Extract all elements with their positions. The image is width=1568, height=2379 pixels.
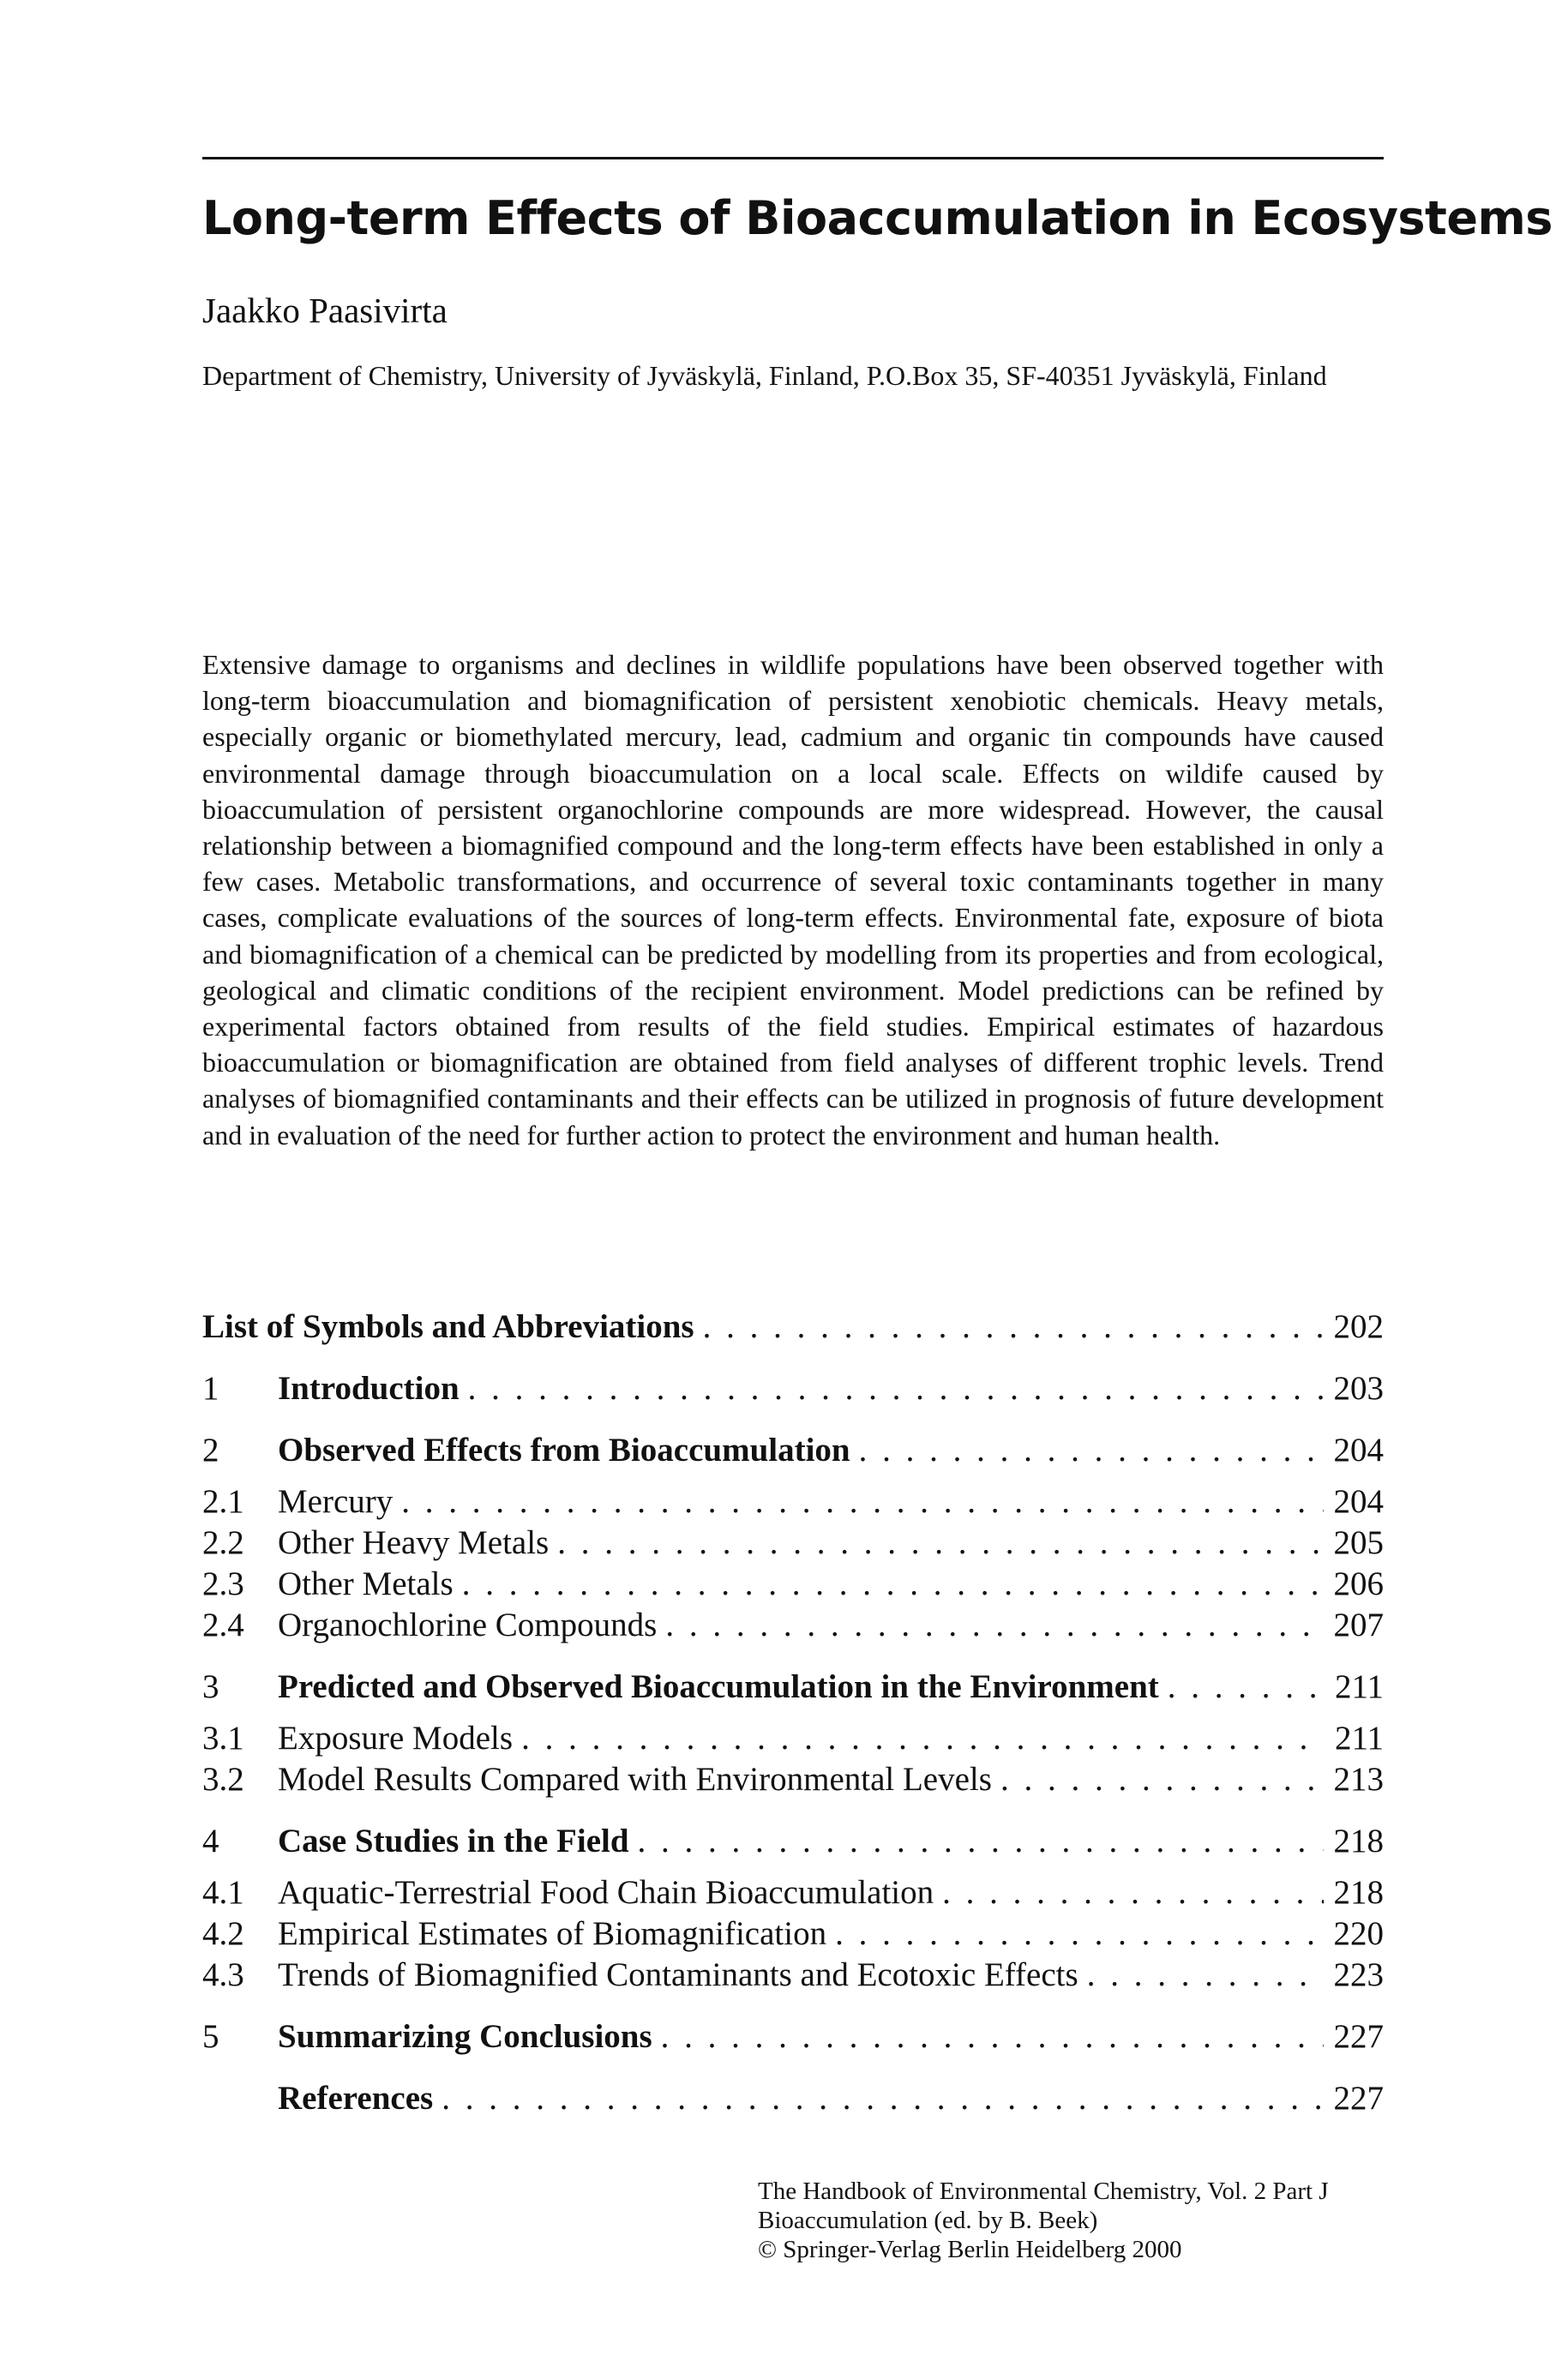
toc-entry-title: Predicted and Observed Bioaccumulation in the Environment bbox=[278, 1668, 1159, 1705]
toc-leader-dots bbox=[521, 1719, 1324, 1757]
toc-entry-references[interactable] bbox=[202, 2079, 1384, 2120]
toc-leader-dots bbox=[401, 1482, 1324, 1521]
toc-leader-dots bbox=[1087, 1955, 1324, 1994]
toc-entry-number: 2.3 bbox=[202, 1565, 244, 1602]
toc-entry-title: Other Metals bbox=[278, 1565, 454, 1602]
toc-entry-title: References bbox=[278, 2080, 434, 2117]
toc-leader-dots bbox=[859, 1431, 1324, 1469]
toc-leader-dots bbox=[638, 1822, 1324, 1860]
toc-entry-number: 4 bbox=[202, 1823, 219, 1859]
toc-entry-number: 5 bbox=[202, 2018, 219, 2055]
toc-entry-page: 218 bbox=[1333, 1874, 1384, 1911]
toc-leader-dots bbox=[942, 1873, 1324, 1912]
toc-entry-2[interactable] bbox=[202, 1431, 1384, 1472]
paper-title: Long-term Effects of Bioaccumulation in Ecosystems bbox=[202, 191, 1553, 245]
toc-entry-title: Observed Effects from Bioaccumulation bbox=[278, 1432, 850, 1469]
toc-entry-page: 205 bbox=[1333, 1524, 1384, 1561]
publication-footer bbox=[758, 2177, 1329, 2264]
toc-entry-title: Organochlorine Compounds bbox=[278, 1607, 658, 1643]
toc-entry-3-2[interactable] bbox=[202, 1760, 1384, 1801]
footer-copyright-line: © Springer-Verlag Berlin Heidelberg 2000 bbox=[758, 2236, 1182, 2263]
toc-leader-dots bbox=[1168, 1667, 1324, 1706]
toc-entry-title: Empirical Estimates of Biomagnification bbox=[278, 1915, 827, 1952]
toc-entry-symbols[interactable] bbox=[202, 1307, 1384, 1349]
toc-entry-page: 207 bbox=[1333, 1607, 1384, 1643]
toc-entry-4-1[interactable] bbox=[202, 1873, 1384, 1914]
toc-entry-2-1[interactable] bbox=[202, 1482, 1384, 1523]
toc-leader-dots bbox=[703, 1307, 1324, 1346]
toc-leader-dots bbox=[442, 2079, 1324, 2118]
toc-entry-page: 227 bbox=[1333, 2018, 1384, 2055]
toc-entry-page: 223 bbox=[1333, 1956, 1384, 1993]
toc-entry-page: 213 bbox=[1333, 1761, 1384, 1798]
toc-entry-title: Mercury bbox=[278, 1483, 394, 1520]
abstract: Extensive damage to organisms and declines in wildlife populations have been observed together with long-term bioaccumulation and biomagnification of persistent xenobiotic chemicals. Heavy metals, especially organic or biomethylated mercury, lead, cadmium and organic tin compounds have caused environmental damage through bioaccumulation on a local scale. Effects on wildife caused by bioaccumulation of persistent organochlorine compounds are more widespread. However, the causal relationship between a biomagnified compound and the long-term effects have been established in only a few cases. Metabolic transformations, and occurrence of several toxic contaminants together in many cases, complicate evaluations of the sources of long-term effects. Environmental fate, exposure of biota and biomagnification of a chemical can be predicted by modelling from its properties and from ecological, geological and climatic conditions of the recipient environment. Model predictions can be refined by experimental factors obtained from results of the field studies. Empirical estimates of hazardous bioaccumulation or biomagnification are obtained from field analyses of different trophic levels. Trend analyses of biomagnified contaminants and their effects can be utilized in prognosis of future development and in evaluation of the need for further action to protect the environment and human health. bbox=[202, 649, 1384, 1150]
toc-entry-number: 2.1 bbox=[202, 1483, 244, 1520]
paper-page bbox=[202, 0, 1553, 2379]
toc-entry-2-4[interactable] bbox=[202, 1606, 1384, 1647]
toc-entry-number: 2.2 bbox=[202, 1524, 244, 1561]
footer-handbook-line: The Handbook of Environmental Chemistry, Vol. 2 Part J bbox=[758, 2178, 1329, 2205]
toc-entry-number: 4.3 bbox=[202, 1956, 244, 1993]
toc-entry-number: 1 bbox=[202, 1370, 219, 1407]
toc-entry-number: 4.1 bbox=[202, 1874, 244, 1911]
toc-entry-title: Other Heavy Metals bbox=[278, 1524, 550, 1561]
toc-entry-title: Summarizing Conclusions bbox=[278, 2018, 652, 2055]
toc-entry-2-3[interactable] bbox=[202, 1565, 1384, 1606]
toc-entry-page: 218 bbox=[1333, 1823, 1384, 1859]
toc-entry-title: Introduction bbox=[278, 1370, 460, 1407]
toc-entry-page: 211 bbox=[1334, 1720, 1384, 1757]
footer-volume-line: Bioaccumulation (ed. by B. Beek) bbox=[758, 2207, 1098, 2234]
toc-entry-page: 206 bbox=[1333, 1565, 1384, 1602]
toc-entry-number: 3 bbox=[202, 1668, 219, 1705]
toc-entry-title: Model Results Compared with Environmental Levels bbox=[278, 1761, 992, 1798]
toc-entry-page: 202 bbox=[1333, 1308, 1384, 1345]
toc-entry-page: 227 bbox=[1333, 2080, 1384, 2117]
toc-entry-4-3[interactable] bbox=[202, 1955, 1384, 1997]
toc-entry-page: 211 bbox=[1334, 1668, 1384, 1705]
toc-leader-dots bbox=[665, 1606, 1324, 1644]
toc-entry-number: 3.1 bbox=[202, 1720, 244, 1757]
toc-entry-page: 220 bbox=[1333, 1915, 1384, 1952]
toc-leader-dots bbox=[462, 1565, 1324, 1603]
toc-entry-number: 2 bbox=[202, 1432, 219, 1469]
toc-entry-2-2[interactable] bbox=[202, 1523, 1384, 1565]
top-rule bbox=[202, 157, 1384, 159]
toc-entry-number: 4.2 bbox=[202, 1915, 244, 1952]
toc-entry-5[interactable] bbox=[202, 2017, 1384, 2058]
toc-entry-3-1[interactable] bbox=[202, 1719, 1384, 1760]
toc-leader-dots bbox=[468, 1369, 1324, 1408]
toc-entry-page: 204 bbox=[1333, 1483, 1384, 1520]
toc-entry-title: Exposure Models bbox=[278, 1720, 514, 1757]
toc-entry-title: Aquatic-Terrestrial Food Chain Bioaccumulation bbox=[278, 1874, 934, 1911]
toc-entry-page: 204 bbox=[1333, 1432, 1384, 1469]
author-affiliation: Department of Chemistry, University of Jyväskylä, Finland, P.O.Box 35, SF-40351 Jyväskylä, Finland bbox=[202, 360, 1327, 391]
toc-entry-title: List of Symbols and Abbreviations bbox=[202, 1308, 694, 1345]
toc-entry-number: 2.4 bbox=[202, 1607, 244, 1643]
toc-leader-dots bbox=[661, 2017, 1324, 2056]
toc-entry-4-2[interactable] bbox=[202, 1914, 1384, 1955]
toc-leader-dots bbox=[835, 1914, 1324, 1953]
toc-entry-page: 203 bbox=[1333, 1370, 1384, 1407]
toc-entry-1[interactable] bbox=[202, 1369, 1384, 1410]
toc-entry-title: Trends of Biomagnified Contaminants and Ecotoxic Effects bbox=[278, 1956, 1078, 1993]
author-name: Jaakko Paasivirta bbox=[202, 291, 448, 330]
toc-entry-4[interactable] bbox=[202, 1822, 1384, 1863]
toc-entry-3[interactable] bbox=[202, 1667, 1384, 1709]
toc-leader-dots bbox=[1000, 1760, 1324, 1799]
toc-entry-number: 3.2 bbox=[202, 1761, 244, 1798]
toc-leader-dots bbox=[557, 1523, 1324, 1562]
toc-entry-title: Case Studies in the Field bbox=[278, 1823, 629, 1859]
